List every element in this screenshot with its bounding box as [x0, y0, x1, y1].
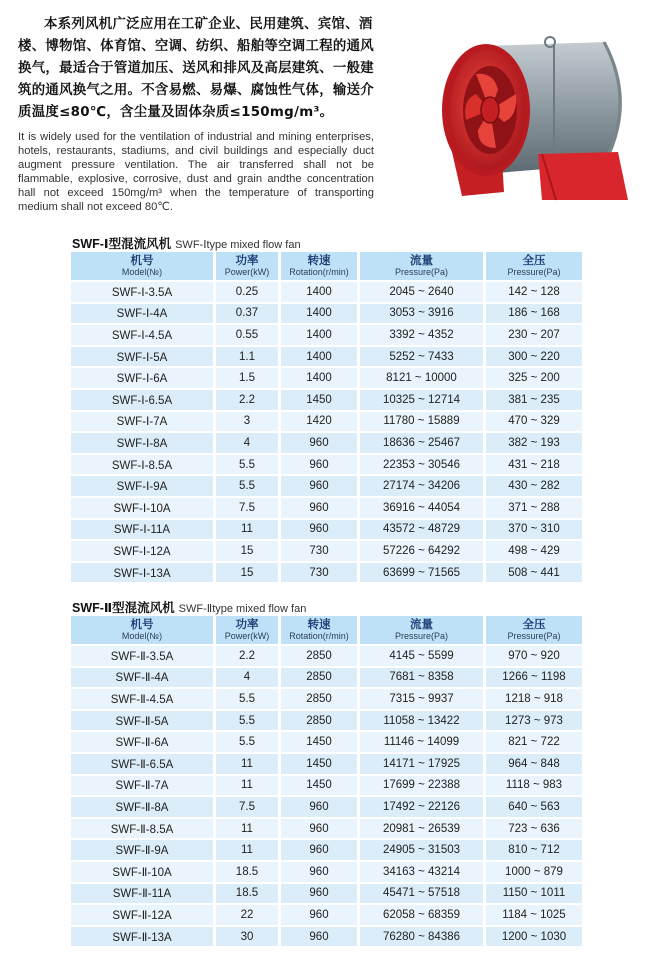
header-flow-en: Pressure(Pa)	[394, 631, 448, 641]
cell-pressure: 498 ~ 429	[486, 541, 582, 561]
cell-rotation: 2850	[281, 668, 357, 688]
cell-rotation: 960	[281, 520, 357, 540]
cell-power: 2.2	[216, 390, 278, 410]
header-flow	[360, 616, 483, 644]
cell-rotation: 960	[281, 840, 357, 860]
cell-pressure: 810 ~ 712	[486, 840, 582, 860]
cell-model: SWF-Ⅰ-6A	[71, 368, 213, 388]
header-model	[71, 252, 213, 280]
cell-flow: 24905 ~ 31503	[360, 840, 483, 860]
table-row	[71, 498, 582, 518]
table-row	[71, 455, 582, 475]
cell-pressure: 230 ~ 207	[486, 325, 582, 345]
cell-flow: 43572 ~ 48729	[360, 520, 483, 540]
cell-model: SWF-Ⅱ-12A	[71, 905, 213, 925]
cell-pressure: 1184 ~ 1025	[486, 905, 582, 925]
cell-model: SWF-Ⅱ-11A	[71, 884, 213, 904]
cell-pressure: 1266 ~ 1198	[486, 668, 582, 688]
table-row	[71, 412, 582, 432]
table-row	[71, 862, 582, 882]
cell-model: SWF-Ⅱ-10A	[71, 862, 213, 882]
cell-model: SWF-Ⅰ-6.5A	[71, 390, 213, 410]
cell-flow: 11780 ~ 15889	[360, 412, 483, 432]
cell-power: 5.5	[216, 689, 278, 709]
cell-power: 11	[216, 520, 278, 540]
cell-power: 4	[216, 433, 278, 453]
cell-rotation: 1450	[281, 732, 357, 752]
header-pressure-cn: 全压	[522, 617, 546, 631]
cell-flow: 63699 ~ 71565	[360, 563, 483, 583]
cell-flow: 4145 ~ 5599	[360, 646, 483, 666]
cell-rotation: 960	[281, 797, 357, 817]
cell-flow: 17492 ~ 22126	[360, 797, 483, 817]
cell-rotation: 960	[281, 433, 357, 453]
cell-rotation: 960	[281, 819, 357, 839]
table1-title-cn: SWF-Ⅰ型混流风机	[72, 237, 172, 251]
cell-power: 5.5	[216, 476, 278, 496]
header-flow-cn: 流量	[410, 617, 433, 631]
cell-pressure: 970 ~ 920	[486, 646, 582, 666]
header-pressure-cn: 全压	[522, 253, 546, 267]
header-pressure	[486, 616, 582, 644]
cell-rotation: 1400	[281, 304, 357, 324]
cell-model: SWF-Ⅰ-4A	[71, 304, 213, 324]
cell-model: SWF-Ⅱ-4A	[71, 668, 213, 688]
table1-title-en: SWF-Ⅰtype mixed flow fan	[175, 239, 301, 251]
cell-power: 11	[216, 776, 278, 796]
cell-pressure: 431 ~ 218	[486, 455, 582, 475]
header-rotation-cn: 转速	[307, 253, 331, 267]
cell-pressure: 371 ~ 288	[486, 498, 582, 518]
cell-pressure: 1150 ~ 1011	[486, 884, 582, 904]
cell-pressure: 723 ~ 636	[486, 819, 582, 839]
cell-model: SWF-Ⅱ-5A	[71, 711, 213, 731]
table-row	[71, 884, 582, 904]
header-model-en: Model(№)	[121, 267, 163, 277]
cell-flow: 11058 ~ 13422	[360, 711, 483, 731]
cell-pressure: 142 ~ 128	[486, 282, 582, 302]
cell-model: SWF-Ⅰ-8.5A	[71, 455, 213, 475]
table2-title-en: SWF-Ⅱtype mixed flow fan	[178, 603, 307, 615]
cell-power: 2.2	[216, 646, 278, 666]
header-pressure	[486, 252, 582, 280]
header-power	[216, 616, 278, 644]
cell-flow: 7681 ~ 8358	[360, 668, 483, 688]
table-row	[71, 689, 582, 709]
cell-pressure: 470 ~ 329	[486, 412, 582, 432]
table-row	[71, 282, 582, 302]
cell-rotation: 1400	[281, 282, 357, 302]
table-row	[71, 797, 582, 817]
cell-rotation: 1400	[281, 368, 357, 388]
cell-power: 7.5	[216, 498, 278, 518]
cell-pressure: 1200 ~ 1030	[486, 927, 582, 947]
cell-pressure: 186 ~ 168	[486, 304, 582, 324]
table1-body	[71, 282, 582, 582]
cell-power: 4	[216, 668, 278, 688]
cell-pressure: 508 ~ 441	[486, 563, 582, 583]
cell-model: SWF-Ⅰ-10A	[71, 498, 213, 518]
cell-rotation: 1450	[281, 754, 357, 774]
cell-flow: 45471 ~ 57518	[360, 884, 483, 904]
cell-pressure: 382 ~ 193	[486, 433, 582, 453]
table-row	[71, 840, 582, 860]
cell-pressure: 964 ~ 848	[486, 754, 582, 774]
cell-flow: 18636 ~ 25467	[360, 433, 483, 453]
cell-flow: 57226 ~ 64292	[360, 541, 483, 561]
table-row	[71, 433, 582, 453]
cell-rotation: 2850	[281, 711, 357, 731]
header-rotation-cn: 转速	[307, 617, 331, 631]
cell-flow: 76280 ~ 84386	[360, 927, 483, 947]
cell-pressure: 381 ~ 235	[486, 390, 582, 410]
cell-pressure: 1118 ~ 983	[486, 776, 582, 796]
cell-model: SWF-Ⅰ-3.5A	[71, 282, 213, 302]
swf-i-spec-table	[68, 250, 585, 584]
table-row	[71, 520, 582, 540]
header-rotation-en: Rotation(r/min)	[289, 267, 349, 277]
cell-model: SWF-Ⅱ-4.5A	[71, 689, 213, 709]
cell-pressure: 640 ~ 563	[486, 797, 582, 817]
cell-flow: 36916 ~ 44054	[360, 498, 483, 518]
header-model	[71, 616, 213, 644]
cell-model: SWF-Ⅰ-9A	[71, 476, 213, 496]
table-row	[71, 905, 582, 925]
table-row	[71, 927, 582, 947]
cell-rotation: 1420	[281, 412, 357, 432]
cell-model: SWF-Ⅱ-8.5A	[71, 819, 213, 839]
cell-model: SWF-Ⅰ-7A	[71, 412, 213, 432]
table-row	[71, 541, 582, 561]
header-model-cn: 机号	[130, 617, 154, 631]
cell-rotation: 960	[281, 905, 357, 925]
table-row	[71, 668, 582, 688]
cell-rotation: 730	[281, 563, 357, 583]
cell-rotation: 2850	[281, 646, 357, 666]
cell-flow: 11146 ~ 14099	[360, 732, 483, 752]
cell-flow: 20981 ~ 26539	[360, 819, 483, 839]
table-row	[71, 390, 582, 410]
cell-power: 3	[216, 412, 278, 432]
cell-pressure: 300 ~ 220	[486, 347, 582, 367]
header-pressure-en: Pressure(Pa)	[507, 267, 561, 277]
cell-flow: 22353 ~ 30546	[360, 455, 483, 475]
cell-pressure: 1218 ~ 918	[486, 689, 582, 709]
cell-rotation: 1400	[281, 347, 357, 367]
header-power-en: Power(kW)	[224, 267, 270, 277]
cell-power: 11	[216, 754, 278, 774]
cell-power: 1.1	[216, 347, 278, 367]
mixed-flow-fan-image	[438, 32, 644, 202]
cell-flow: 14171 ~ 17925	[360, 754, 483, 774]
cell-model: SWF-Ⅰ-11A	[71, 520, 213, 540]
cell-rotation: 960	[281, 476, 357, 496]
table-row	[71, 776, 582, 796]
header-pressure-en: Pressure(Pa)	[507, 631, 561, 641]
cell-model: SWF-Ⅱ-6A	[71, 732, 213, 752]
table-row	[71, 304, 582, 324]
cell-pressure: 1000 ~ 879	[486, 862, 582, 882]
cell-pressure: 821 ~ 722	[486, 732, 582, 752]
cell-rotation: 960	[281, 884, 357, 904]
cell-flow: 8121 ~ 10000	[360, 368, 483, 388]
table1-header-row	[71, 252, 582, 280]
cell-rotation: 960	[281, 862, 357, 882]
cell-model: SWF-Ⅰ-4.5A	[71, 325, 213, 345]
intro-chinese-text: 本系列风机广泛应用在工矿企业、民用建筑、宾馆、酒楼、博物馆、体育馆、空调、纺织、船舶等空调工程的通风换气，最适合于管道加压、送风和排风及高层建筑、一般建筑的通风换气之用。不含易燃、易爆、腐蚀性气体，输送介质温度≤80℃，含尘量及固体杂质≤150mg/m³。	[18, 17, 374, 120]
cell-rotation: 1400	[281, 325, 357, 345]
cell-flow: 34163 ~ 43214	[360, 862, 483, 882]
cell-model: SWF-Ⅰ-8A	[71, 433, 213, 453]
table-row	[71, 563, 582, 583]
header-model-cn: 机号	[130, 253, 154, 267]
cell-model: SWF-Ⅱ-6.5A	[71, 754, 213, 774]
cell-power: 5.5	[216, 732, 278, 752]
cell-flow: 5252 ~ 7433	[360, 347, 483, 367]
cell-power: 30	[216, 927, 278, 947]
header-rotation	[281, 252, 357, 280]
cell-model: SWF-Ⅱ-13A	[71, 927, 213, 947]
table-row	[71, 476, 582, 496]
cell-flow: 27174 ~ 34206	[360, 476, 483, 496]
header-model-en: Model(№)	[121, 631, 163, 641]
cell-power: 0.25	[216, 282, 278, 302]
cell-rotation: 730	[281, 541, 357, 561]
header-power	[216, 252, 278, 280]
cell-rotation: 960	[281, 498, 357, 518]
cell-power: 15	[216, 563, 278, 583]
cell-model: SWF-Ⅰ-13A	[71, 563, 213, 583]
cell-flow: 3053 ~ 3916	[360, 304, 483, 324]
cell-rotation: 1450	[281, 776, 357, 796]
cell-pressure: 430 ~ 282	[486, 476, 582, 496]
cell-power: 11	[216, 819, 278, 839]
cell-power: 5.5	[216, 455, 278, 475]
table-row	[71, 711, 582, 731]
header-power-cn: 功率	[235, 617, 259, 631]
header-flow-cn: 流量	[410, 253, 433, 267]
cell-rotation: 960	[281, 927, 357, 947]
header-flow-en: Pressure(Pa)	[394, 267, 448, 277]
cell-power: 18.5	[216, 862, 278, 882]
table-row	[71, 732, 582, 752]
cell-flow: 10325 ~ 12714	[360, 390, 483, 410]
header-rotation-en: Rotation(r/min)	[289, 631, 349, 641]
cell-power: 18.5	[216, 884, 278, 904]
cell-power: 5.5	[216, 711, 278, 731]
table-row	[71, 325, 582, 345]
table-row	[71, 754, 582, 774]
cell-flow: 17699 ~ 22388	[360, 776, 483, 796]
table2-header-row	[71, 616, 582, 644]
cell-pressure: 325 ~ 200	[486, 368, 582, 388]
cell-flow: 3392 ~ 4352	[360, 325, 483, 345]
cell-model: SWF-Ⅱ-3.5A	[71, 646, 213, 666]
header-power-en: Power(kW)	[224, 631, 270, 641]
cell-rotation: 2850	[281, 689, 357, 709]
cell-flow: 7315 ~ 9937	[360, 689, 483, 709]
cell-model: SWF-Ⅱ-8A	[71, 797, 213, 817]
cell-power: 0.55	[216, 325, 278, 345]
cell-model: SWF-Ⅰ-5A	[71, 347, 213, 367]
cell-rotation: 960	[281, 455, 357, 475]
cell-model: SWF-Ⅱ-7A	[71, 776, 213, 796]
table2-body	[71, 646, 582, 946]
cell-rotation: 1450	[281, 390, 357, 410]
header-power-cn: 功率	[235, 253, 259, 267]
cell-flow: 62058 ~ 68359	[360, 905, 483, 925]
header-flow	[360, 252, 483, 280]
cell-power: 22	[216, 905, 278, 925]
header-rotation	[281, 616, 357, 644]
cell-power: 0.37	[216, 304, 278, 324]
table-row	[71, 368, 582, 388]
cell-power: 7.5	[216, 797, 278, 817]
swf-ii-spec-table	[68, 614, 585, 948]
cell-power: 11	[216, 840, 278, 860]
cell-power: 15	[216, 541, 278, 561]
cell-pressure: 1273 ~ 973	[486, 711, 582, 731]
cell-flow: 2045 ~ 2640	[360, 282, 483, 302]
cell-pressure: 370 ~ 310	[486, 520, 582, 540]
table-row	[71, 646, 582, 666]
table2-title-cn: SWF-Ⅱ型混流风机	[72, 601, 175, 615]
cell-model: SWF-Ⅰ-12A	[71, 541, 213, 561]
table-row	[71, 819, 582, 839]
table-row	[71, 347, 582, 367]
cell-power: 1.5	[216, 368, 278, 388]
cell-model: SWF-Ⅱ-9A	[71, 840, 213, 860]
intro-english-text: It is widely used for the ventilation of industrial and mining enterprises, hotels, restaurants, stadiums, and civil buildings and especially duct augment pressure ventilation. The air transferred shall not be flammable, explosive, corrosive, dust and grain andthe concentration hall not exceed 150mg/m³ when the temperature of transporting medium shall not exceed 80℃.	[18, 131, 374, 213]
